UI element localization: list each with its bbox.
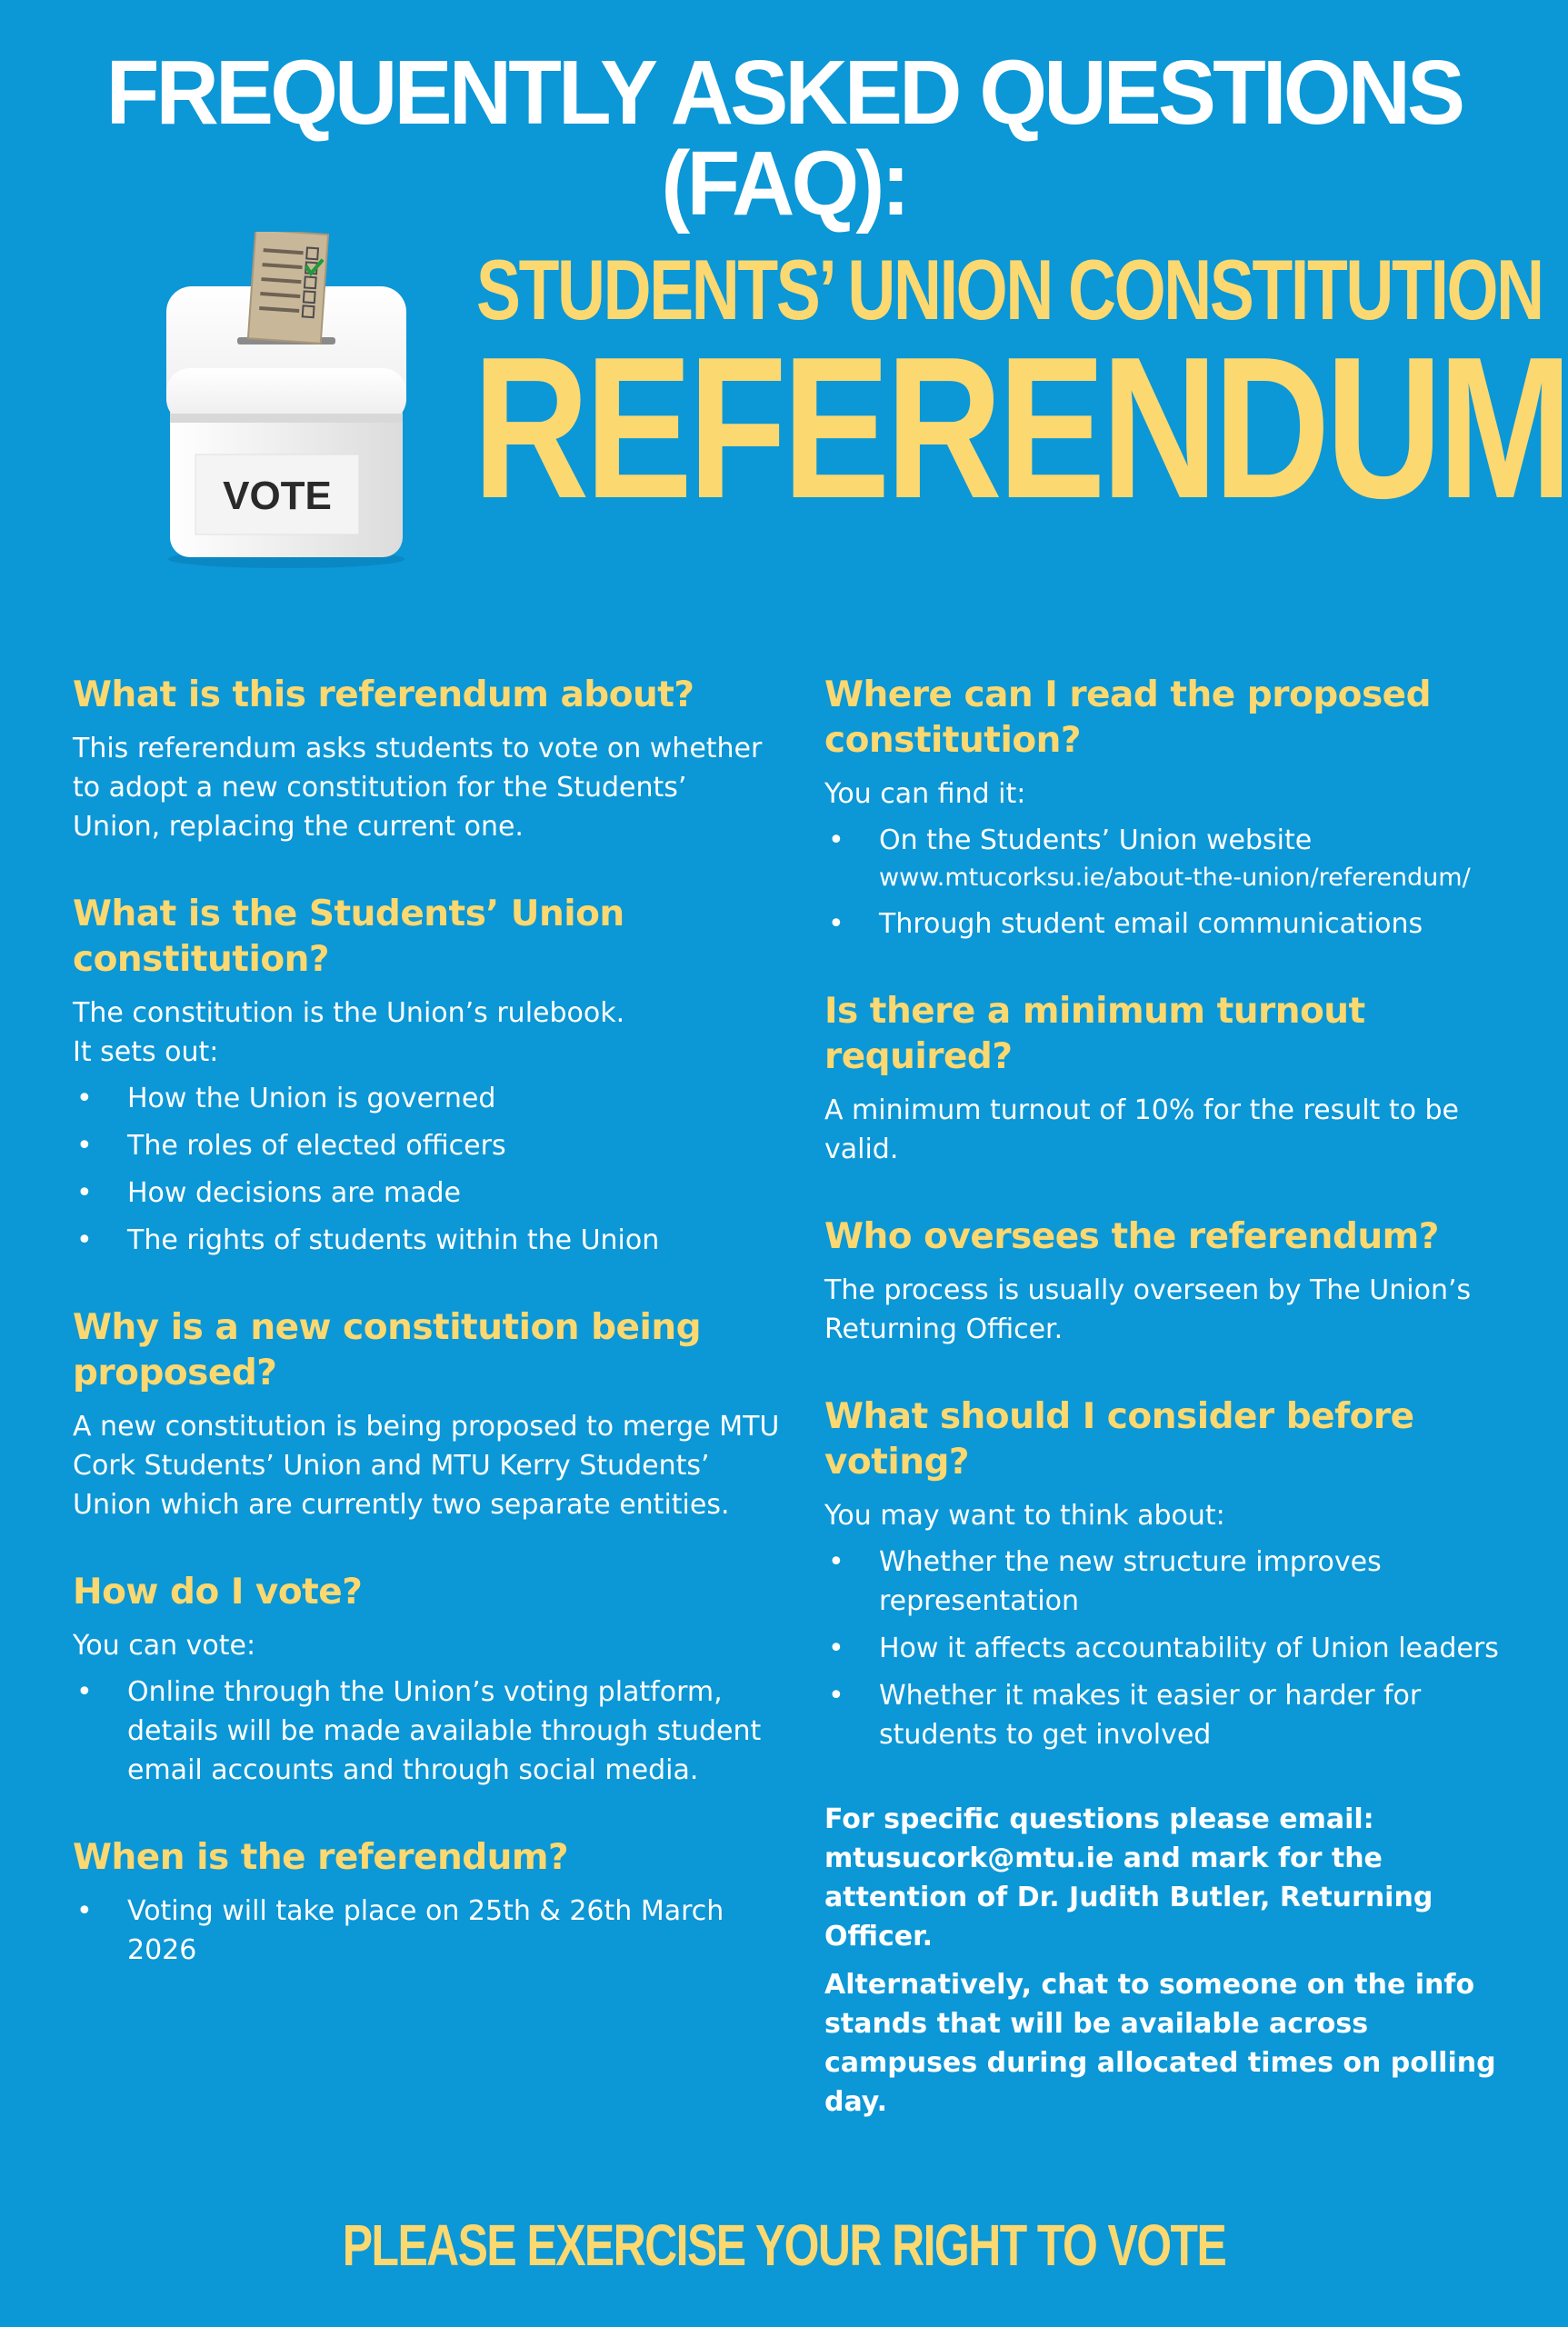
bullet-icon: • <box>76 1895 93 1927</box>
faq-answer: You can vote: <box>73 1630 256 1662</box>
faq-item-turnout <box>824 989 1515 1169</box>
faq-bullet-list <box>73 1673 782 1790</box>
faq-item-why-new <box>73 1305 782 1524</box>
contact-email-text: For specific questions please email: mtusucork@mtu.ie and mark for the attention of Dr. Judith Butler, Returning Officer. <box>824 1803 1433 1952</box>
faq-right-column <box>824 673 1515 2131</box>
bullet-icon: • <box>76 1083 93 1114</box>
faq-question: Where can I read the proposed constitution? <box>824 674 1432 761</box>
faq-item-how-vote <box>73 1570 782 1790</box>
bullet-icon: • <box>76 1224 93 1256</box>
faq-item-where-read <box>824 673 1515 944</box>
faq-question: Why is a new constitution being proposed? <box>73 1307 702 1393</box>
faq-question: What is this referendum about? <box>73 674 694 715</box>
faq-answer: The constitution is the Union’s rulebook. <box>73 997 625 1029</box>
contact-info-stands-text: Alternatively, chat to someone on the info stands that will be available across campuses during allocated times on polling day. <box>824 1969 1496 2118</box>
faq-item-oversees <box>824 1214 1515 1349</box>
faq-question: What is the Students’ Union constitution? <box>73 894 624 980</box>
faq-answer: A new constitution is being proposed to merge MTU Cork Students’ Union and MTU Kerry Students’ Union which are currently two separate entities. <box>73 1411 780 1521</box>
list-item: • How it affects accountability of Union leaders <box>824 1629 1515 1668</box>
ballot-box-label: VOTE <box>223 474 332 518</box>
list-item: • The rights of students within the Union <box>73 1221 782 1260</box>
list-item: • Through student email communications <box>824 904 1515 944</box>
list-item: • Voting will take place on 25th & 26th March 2026 <box>73 1892 782 1970</box>
faq-answer: You may want to think about: <box>824 1500 1225 1532</box>
list-item: • Whether the new structure improves representation <box>824 1543 1515 1621</box>
page-title: FREQUENTLY ASKED QUESTIONS (FAQ): <box>105 42 1463 235</box>
faq-question: What should I consider before voting? <box>824 1396 1414 1483</box>
bullet-icon: • <box>828 1680 844 1712</box>
footer-call-to-action: PLEASE EXERCISE YOUR RIGHT TO VOTE <box>342 2212 1226 2278</box>
list-item: • How the Union is governed <box>73 1079 782 1118</box>
list-item: • How decisions are made <box>73 1173 782 1213</box>
faq-question: When is the referendum? <box>73 1837 569 1878</box>
bullet-icon: • <box>76 1676 93 1708</box>
list-item: • Online through the Union’s voting platform, details will be made available through student email accounts and through social media. <box>73 1673 782 1790</box>
faq-answer: This referendum asks students to vote on whether to adopt a new constitution for the Students’ Union, replacing the current one. <box>73 733 763 843</box>
faq-item-when <box>73 1835 782 1970</box>
faq-bullet-list <box>73 1079 782 1260</box>
faq-answer: It sets out: <box>73 1036 219 1068</box>
bullet-icon: • <box>76 1130 93 1162</box>
faq-left-column <box>73 673 782 2015</box>
website-link[interactable]: www.mtucorksu.ie/about-the-union/referendum/ <box>879 864 1471 892</box>
bullet-icon: • <box>828 908 844 940</box>
faq-question: How do I vote? <box>73 1572 363 1613</box>
faq-item-consider <box>824 1394 1515 1754</box>
faq-bullet-list <box>824 821 1515 944</box>
list-item: • On the Students’ Union website www.mtucorksu.ie/about-the-union/referendum/ <box>824 821 1515 896</box>
hero-banner <box>0 209 1568 591</box>
faq-bullet-list <box>824 1543 1515 1754</box>
list-item: • Whether it makes it easier or harder for students to get involved <box>824 1676 1515 1754</box>
faq-question: Who oversees the referendum? <box>824 1216 1439 1257</box>
ballot-box-icon <box>159 232 414 568</box>
list-item: • The roles of elected officers <box>73 1126 782 1165</box>
faq-answer: A minimum turnout of 10% for the result to be valid. <box>824 1094 1460 1165</box>
faq-answer: You can find it: <box>824 778 1026 810</box>
hero-heading: REFERENDUM <box>473 315 1568 541</box>
faq-item-referendum-about <box>73 673 782 846</box>
contact-info <box>824 1800 1515 2122</box>
bullet-icon: • <box>828 1633 844 1664</box>
bullet-icon: • <box>828 1546 844 1578</box>
bullet-icon: • <box>828 824 844 856</box>
faq-answer: The process is usually overseen by The Union’s Returning Officer. <box>824 1274 1472 1345</box>
faq-bullet-list <box>73 1892 782 1970</box>
faq-item-constitution <box>73 892 782 1260</box>
faq-question: Is there a minimum turnout required? <box>824 991 1365 1077</box>
bullet-icon: • <box>76 1177 93 1209</box>
hero-subtitle: STUDENTS’ UNION CONSTITUTION <box>476 242 1543 337</box>
